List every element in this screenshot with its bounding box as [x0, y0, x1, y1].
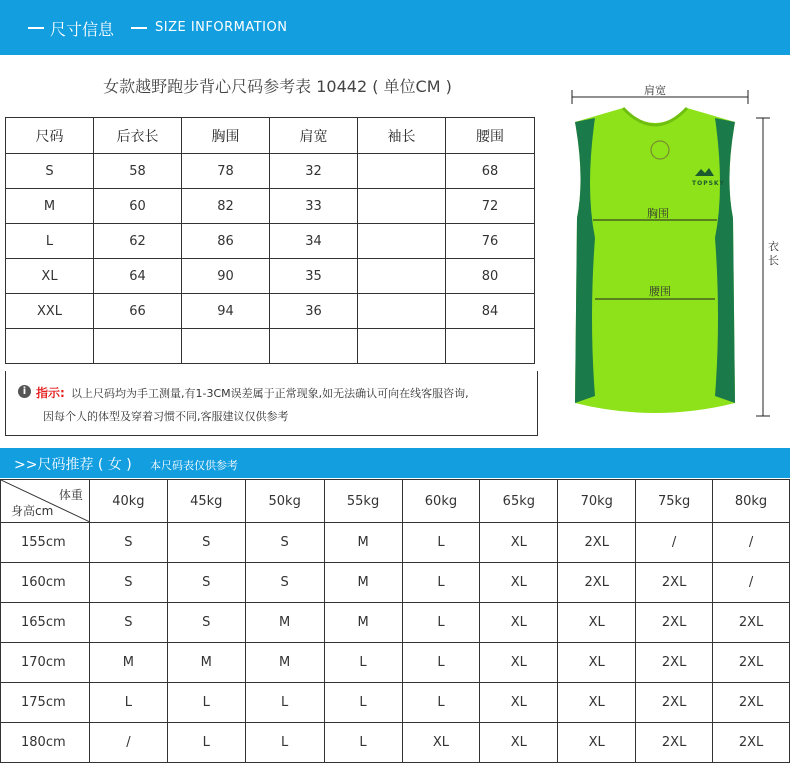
recommend-size-cell: XL: [558, 683, 636, 723]
size-table-cell: [358, 154, 446, 189]
recommend-size-cell: XL: [558, 643, 636, 683]
recommend-size-cell: L: [324, 643, 402, 683]
recommend-size-cell: L: [402, 563, 480, 603]
weight-axis-label: 体重: [58, 488, 83, 502]
size-table-cell: 94: [182, 294, 270, 329]
size-table-header-cell: 肩宽: [270, 118, 358, 154]
size-table-row: [6, 224, 535, 259]
recommend-size-cell: XL: [480, 723, 558, 763]
size-table-row: [6, 259, 535, 294]
size-table-cell: [358, 294, 446, 329]
brand-label: TOPSKY: [692, 180, 725, 187]
recommend-size-cell: 2XL: [558, 523, 636, 563]
recommend-size-cell: S: [167, 603, 245, 643]
recommend-size-cell: L: [89, 683, 167, 723]
weight-header-cell: 80kg: [713, 480, 790, 523]
recommend-row: [1, 523, 790, 563]
banner-dash-right: [131, 27, 147, 29]
recommend-table: [0, 479, 790, 763]
recommend-size-cell: XL: [402, 723, 480, 763]
size-table-cell: 80: [446, 259, 535, 294]
recommend-size-cell: S: [245, 563, 324, 603]
weight-header-cell: 55kg: [324, 480, 402, 523]
size-table-cell: 84: [446, 294, 535, 329]
size-table-cell: 33: [270, 189, 358, 224]
size-table-cell: 60: [94, 189, 182, 224]
recommend-title: >>尺码推荐 ( 女 ): [14, 457, 132, 473]
recommend-size-cell: XL: [480, 683, 558, 723]
corner-cell: [1, 480, 90, 523]
note-line-2: 因每个人的体型及穿着习惯不同,客服建议仅供参考: [43, 410, 289, 423]
recommend-size-cell: S: [167, 523, 245, 563]
recommend-size-cell: XL: [558, 603, 636, 643]
size-table-cell: XL: [6, 259, 94, 294]
waist-label: 腰围: [649, 285, 671, 298]
recommend-size-cell: S: [167, 563, 245, 603]
recommend-size-cell: 2XL: [558, 563, 636, 603]
note-line-1: 以上尺码均为手工测量,有1-3CM误差属于正常现象,如无法确认可向在线客服咨询,: [71, 387, 469, 400]
recommend-size-cell: /: [713, 523, 790, 563]
size-table-cell: 86: [182, 224, 270, 259]
recommend-size-cell: 2XL: [636, 603, 713, 643]
height-cell: 160cm: [1, 563, 90, 603]
recommend-size-cell: 2XL: [636, 723, 713, 763]
recommend-subtitle: 本尺码表仅供参考: [150, 459, 238, 472]
size-table-cell: [358, 224, 446, 259]
size-table-cell: 58: [94, 154, 182, 189]
weight-header-cell: 75kg: [636, 480, 713, 523]
size-table-row: [6, 329, 535, 364]
recommend-size-cell: 2XL: [636, 563, 713, 603]
recommend-size-cell: 2XL: [713, 683, 790, 723]
banner-title-en: SIZE INFORMATION: [155, 20, 288, 35]
info-icon: i: [18, 385, 31, 398]
recommend-size-cell: M: [324, 603, 402, 643]
size-table-cell: S: [6, 154, 94, 189]
recommend-size-cell: 2XL: [636, 643, 713, 683]
size-table-cell: 62: [94, 224, 182, 259]
size-table-cell: [358, 329, 446, 364]
vest-diagram: [565, 78, 785, 428]
banner-dash-left: [28, 27, 44, 29]
recommend-size-cell: /: [89, 723, 167, 763]
shoulder-label: 肩宽: [644, 84, 666, 97]
size-table-row: [6, 294, 535, 329]
height-cell: 180cm: [1, 723, 90, 763]
size-table-cell: [358, 189, 446, 224]
chest-label: 胸围: [647, 207, 669, 220]
size-table-header-cell: 袖长: [358, 118, 446, 154]
recommend-size-cell: L: [167, 723, 245, 763]
size-table-cell: [358, 259, 446, 294]
recommend-size-cell: 2XL: [713, 643, 790, 683]
height-cell: 155cm: [1, 523, 90, 563]
recommend-size-cell: XL: [480, 643, 558, 683]
recommend-size-cell: /: [636, 523, 713, 563]
recommend-size-cell: L: [324, 683, 402, 723]
recommend-size-cell: 2XL: [636, 683, 713, 723]
size-table-row: [6, 154, 535, 189]
size-table-cell: 78: [182, 154, 270, 189]
size-table-cell: [6, 329, 94, 364]
size-table-cell: [446, 329, 535, 364]
weight-header-cell: 50kg: [245, 480, 324, 523]
recommend-size-cell: L: [402, 683, 480, 723]
recommend-size-cell: L: [402, 603, 480, 643]
recommend-size-cell: XL: [558, 723, 636, 763]
recommend-size-cell: L: [245, 683, 324, 723]
recommend-size-cell: XL: [480, 563, 558, 603]
size-table-cell: [94, 329, 182, 364]
size-table-cell: [270, 329, 358, 364]
vest-illustration: [565, 78, 785, 428]
recommend-size-cell: S: [89, 523, 167, 563]
size-table-cell: 82: [182, 189, 270, 224]
size-table-cell: XXL: [6, 294, 94, 329]
size-table: [5, 117, 535, 364]
recommend-size-cell: L: [324, 723, 402, 763]
size-table-cell: 35: [270, 259, 358, 294]
size-table-cell: 66: [94, 294, 182, 329]
weight-header-cell: 60kg: [402, 480, 480, 523]
recommend-size-cell: S: [89, 563, 167, 603]
recommend-banner: [0, 448, 790, 478]
recommend-size-cell: 2XL: [713, 723, 790, 763]
recommend-row: [1, 563, 790, 603]
recommend-size-cell: XL: [480, 603, 558, 643]
recommend-size-cell: S: [245, 523, 324, 563]
recommend-row: [1, 683, 790, 723]
recommend-size-cell: S: [89, 603, 167, 643]
recommend-size-cell: M: [245, 603, 324, 643]
weight-header-cell: 70kg: [558, 480, 636, 523]
size-table-cell: 64: [94, 259, 182, 294]
height-axis-label: 身高cm: [11, 504, 54, 518]
size-table-cell: [182, 329, 270, 364]
size-table-cell: 68: [446, 154, 535, 189]
measurement-note: [5, 371, 538, 436]
size-table-header-cell: 尺码: [6, 118, 94, 154]
size-table-title: 女款越野跑步背心尺码参考表 10442 ( 单位CM ): [103, 77, 452, 96]
recommend-size-cell: L: [245, 723, 324, 763]
size-table-header-cell: 腰围: [446, 118, 535, 154]
size-table-header: [6, 118, 535, 154]
size-table-cell: 32: [270, 154, 358, 189]
size-table-cell: 76: [446, 224, 535, 259]
recommend-size-cell: M: [324, 563, 402, 603]
weight-header-cell: 40kg: [89, 480, 167, 523]
banner-title-zh: 尺寸信息: [50, 20, 115, 39]
size-table-cell: 90: [182, 259, 270, 294]
size-table-cell: 36: [270, 294, 358, 329]
size-table-cell: L: [6, 224, 94, 259]
recommend-size-cell: XL: [480, 523, 558, 563]
length-label: 衣长: [768, 240, 779, 267]
weight-header-cell: 45kg: [167, 480, 245, 523]
height-cell: 175cm: [1, 683, 90, 723]
size-table-row: [6, 189, 535, 224]
recommend-size-cell: L: [402, 523, 480, 563]
recommend-size-cell: L: [402, 643, 480, 683]
header-banner: [0, 0, 790, 55]
recommend-size-cell: 2XL: [713, 603, 790, 643]
recommend-size-cell: M: [89, 643, 167, 683]
recommend-size-cell: /: [713, 563, 790, 603]
size-table-cell: M: [6, 189, 94, 224]
height-cell: 170cm: [1, 643, 90, 683]
weight-header-cell: 65kg: [480, 480, 558, 523]
recommend-row: [1, 643, 790, 683]
recommend-row: [1, 603, 790, 643]
recommend-size-cell: L: [167, 683, 245, 723]
size-table-header-cell: 胸围: [182, 118, 270, 154]
size-table-cell: 34: [270, 224, 358, 259]
recommend-size-cell: M: [245, 643, 324, 683]
size-table-cell: 72: [446, 189, 535, 224]
recommend-size-cell: M: [324, 523, 402, 563]
height-cell: 165cm: [1, 603, 90, 643]
recommend-row: [1, 723, 790, 763]
note-label: 指示:: [36, 386, 65, 400]
recommend-size-cell: M: [167, 643, 245, 683]
size-table-header-cell: 后衣长: [94, 118, 182, 154]
